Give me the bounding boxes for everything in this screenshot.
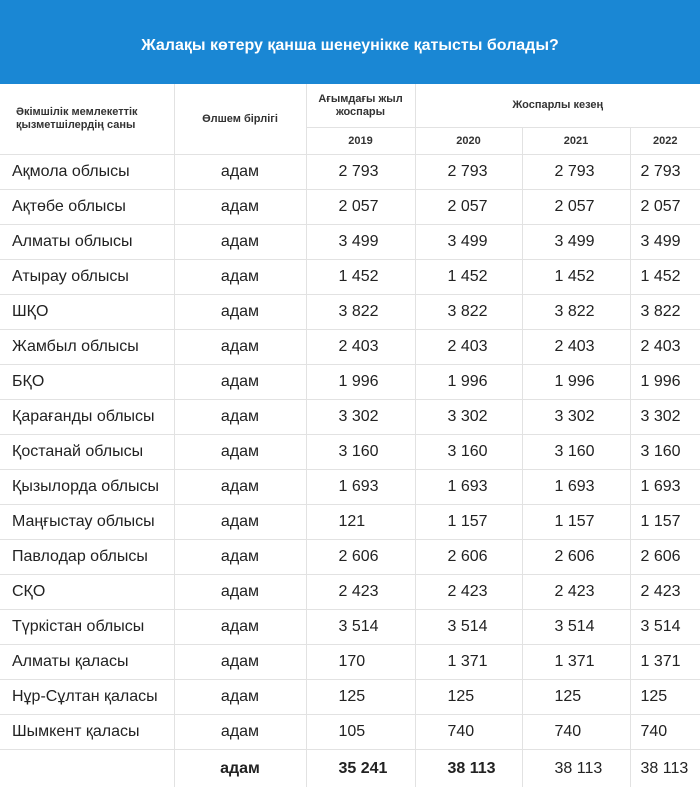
value-2019: 2 793 xyxy=(306,155,415,190)
table-row xyxy=(0,540,700,575)
total-2022: 38 113 xyxy=(640,759,689,777)
value-2020: 125 xyxy=(415,680,522,715)
header-unit: Өлшем бірлігі xyxy=(174,84,306,155)
value-2020: 2 403 xyxy=(415,330,522,365)
table-row xyxy=(0,610,700,645)
value-2022: 3 160 xyxy=(630,435,700,470)
value-2021: 2 793 xyxy=(522,155,630,190)
value-2019: 2 057 xyxy=(306,190,415,225)
unit-cell: адам xyxy=(174,435,306,470)
value-2019: 3 302 xyxy=(306,400,415,435)
region-cell: Ақмола облысы xyxy=(0,155,174,190)
officials-table xyxy=(0,84,700,787)
value-2019: 2 403 xyxy=(306,330,415,365)
region-cell: Қарағанды облысы xyxy=(0,400,174,435)
value-2019: 3 499 xyxy=(306,225,415,260)
unit-cell: адам xyxy=(174,505,306,540)
header-planned-period: Жоспарлы кезең xyxy=(415,84,700,128)
value-2021: 1 157 xyxy=(522,505,630,540)
value-2020: 3 302 xyxy=(415,400,522,435)
value-2019: 125 xyxy=(306,680,415,715)
value-2022: 2 793 xyxy=(630,155,700,190)
table-row xyxy=(0,330,700,365)
value-2020: 3 514 xyxy=(415,610,522,645)
unit-cell: адам xyxy=(174,225,306,260)
unit-cell: адам xyxy=(174,680,306,715)
value-2022: 740 xyxy=(630,715,700,750)
region-cell: Маңғыстау облысы xyxy=(0,505,174,540)
value-2021: 1 371 xyxy=(522,645,630,680)
value-2021: 1 693 xyxy=(522,470,630,505)
value-2019: 3 514 xyxy=(306,610,415,645)
value-2022: 125 xyxy=(630,680,700,715)
value-2022: 3 822 xyxy=(630,295,700,330)
table-row xyxy=(0,365,700,400)
table-row xyxy=(0,505,700,540)
region-cell: Қостанай облысы xyxy=(0,435,174,470)
value-2021: 1 452 xyxy=(522,260,630,295)
value-2021: 3 499 xyxy=(522,225,630,260)
value-2020: 1 693 xyxy=(415,470,522,505)
table-row xyxy=(0,715,700,750)
value-2021: 2 606 xyxy=(522,540,630,575)
value-2019: 1 452 xyxy=(306,260,415,295)
unit-cell: адам xyxy=(174,155,306,190)
region-cell: Атырау облысы xyxy=(0,260,174,295)
table-row xyxy=(0,400,700,435)
value-2021: 3 302 xyxy=(522,400,630,435)
value-2020: 1 157 xyxy=(415,505,522,540)
unit-cell: адам xyxy=(174,645,306,680)
total-label xyxy=(0,750,174,787)
header-year-2021: 2021 xyxy=(522,128,630,155)
table-row xyxy=(0,575,700,610)
value-2021: 2 403 xyxy=(522,330,630,365)
unit-cell: адам xyxy=(174,470,306,505)
value-2019: 1 996 xyxy=(306,365,415,400)
total-unit: адам xyxy=(174,750,306,787)
total-2020: 38 113 xyxy=(415,750,522,787)
value-2019: 3 822 xyxy=(306,295,415,330)
unit-cell: адам xyxy=(174,295,306,330)
value-2021: 2 423 xyxy=(522,575,630,610)
table-row xyxy=(0,295,700,330)
value-2022: 3 514 xyxy=(630,610,700,645)
value-2022: 1 371 xyxy=(630,645,700,680)
table-row xyxy=(0,645,700,680)
total-2019: 35 241 xyxy=(306,750,415,787)
value-2022: 3 302 xyxy=(630,400,700,435)
header-year-2020: 2020 xyxy=(415,128,522,155)
unit-cell: адам xyxy=(174,190,306,225)
value-2019: 1 693 xyxy=(306,470,415,505)
unit-cell: адам xyxy=(174,260,306,295)
value-2019: 2 606 xyxy=(306,540,415,575)
unit-cell: адам xyxy=(174,365,306,400)
table-row xyxy=(0,155,700,190)
unit-cell: адам xyxy=(174,575,306,610)
region-cell: Жамбыл облысы xyxy=(0,330,174,365)
value-2019: 3 160 xyxy=(306,435,415,470)
value-2022: 2 403 xyxy=(630,330,700,365)
value-2022: 3 499 xyxy=(630,225,700,260)
value-2020: 2 057 xyxy=(415,190,522,225)
value-2022: 1 693 xyxy=(630,470,700,505)
value-2021: 3 160 xyxy=(522,435,630,470)
unit-cell: адам xyxy=(174,715,306,750)
value-2022: 2 057 xyxy=(630,190,700,225)
header-year-2019: 2019 xyxy=(306,128,415,155)
value-2020: 2 423 xyxy=(415,575,522,610)
region-cell: Қызылорда облысы xyxy=(0,470,174,505)
total-2021: 38 113 xyxy=(522,750,630,787)
value-2019: 2 423 xyxy=(306,575,415,610)
region-cell: СҚО xyxy=(0,575,174,610)
header-officials-count: Әкімшілік мемлекеттік қызметшілердің саны xyxy=(0,84,174,155)
table-row xyxy=(0,435,700,470)
region-cell: Шымкент қаласы xyxy=(0,715,174,750)
value-2020: 740 xyxy=(415,715,522,750)
value-2021: 740 xyxy=(522,715,630,750)
region-cell: Алматы облысы xyxy=(0,225,174,260)
value-2021: 2 057 xyxy=(522,190,630,225)
value-2020: 1 452 xyxy=(415,260,522,295)
value-2022: 1 157 xyxy=(630,505,700,540)
table-row xyxy=(0,680,700,715)
value-2020: 1 371 xyxy=(415,645,522,680)
table-row xyxy=(0,260,700,295)
value-2020: 3 499 xyxy=(415,225,522,260)
region-cell: Ақтөбе облысы xyxy=(0,190,174,225)
region-cell: Алматы қаласы xyxy=(0,645,174,680)
header-current-plan: Ағымдағы жыл жоспары xyxy=(306,84,415,128)
value-2021: 1 996 xyxy=(522,365,630,400)
total-row xyxy=(0,750,700,787)
unit-cell: адам xyxy=(174,330,306,365)
region-cell: БҚО xyxy=(0,365,174,400)
value-2020: 3 822 xyxy=(415,295,522,330)
table-row xyxy=(0,225,700,260)
table-body xyxy=(0,155,700,787)
value-2022: 2 423 xyxy=(630,575,700,610)
table-row xyxy=(0,470,700,505)
value-2021: 125 xyxy=(522,680,630,715)
value-2019: 121 xyxy=(306,505,415,540)
value-2022: 1 996 xyxy=(630,365,700,400)
region-cell: Нұр-Сұлтан қаласы xyxy=(0,680,174,715)
region-cell: Түркістан облысы xyxy=(0,610,174,645)
unit-cell: адам xyxy=(174,610,306,645)
value-2022: 1 452 xyxy=(630,260,700,295)
region-cell: Павлодар облысы xyxy=(0,540,174,575)
value-2021: 3 822 xyxy=(522,295,630,330)
value-2020: 1 996 xyxy=(415,365,522,400)
header-year-2022: 2022 xyxy=(630,128,700,155)
value-2020: 2 606 xyxy=(415,540,522,575)
title-banner xyxy=(0,0,700,84)
value-2021: 3 514 xyxy=(522,610,630,645)
unit-cell: адам xyxy=(174,400,306,435)
value-2022: 2 606 xyxy=(630,540,700,575)
value-2020: 2 793 xyxy=(415,155,522,190)
table-row xyxy=(0,190,700,225)
page-title: Жалақы көтеру қанша шенеунікке қатысты болады? xyxy=(141,37,559,54)
value-2019: 105 xyxy=(306,715,415,750)
region-cell: ШҚО xyxy=(0,295,174,330)
unit-cell: адам xyxy=(174,540,306,575)
value-2019: 170 xyxy=(306,645,415,680)
value-2020: 3 160 xyxy=(415,435,522,470)
